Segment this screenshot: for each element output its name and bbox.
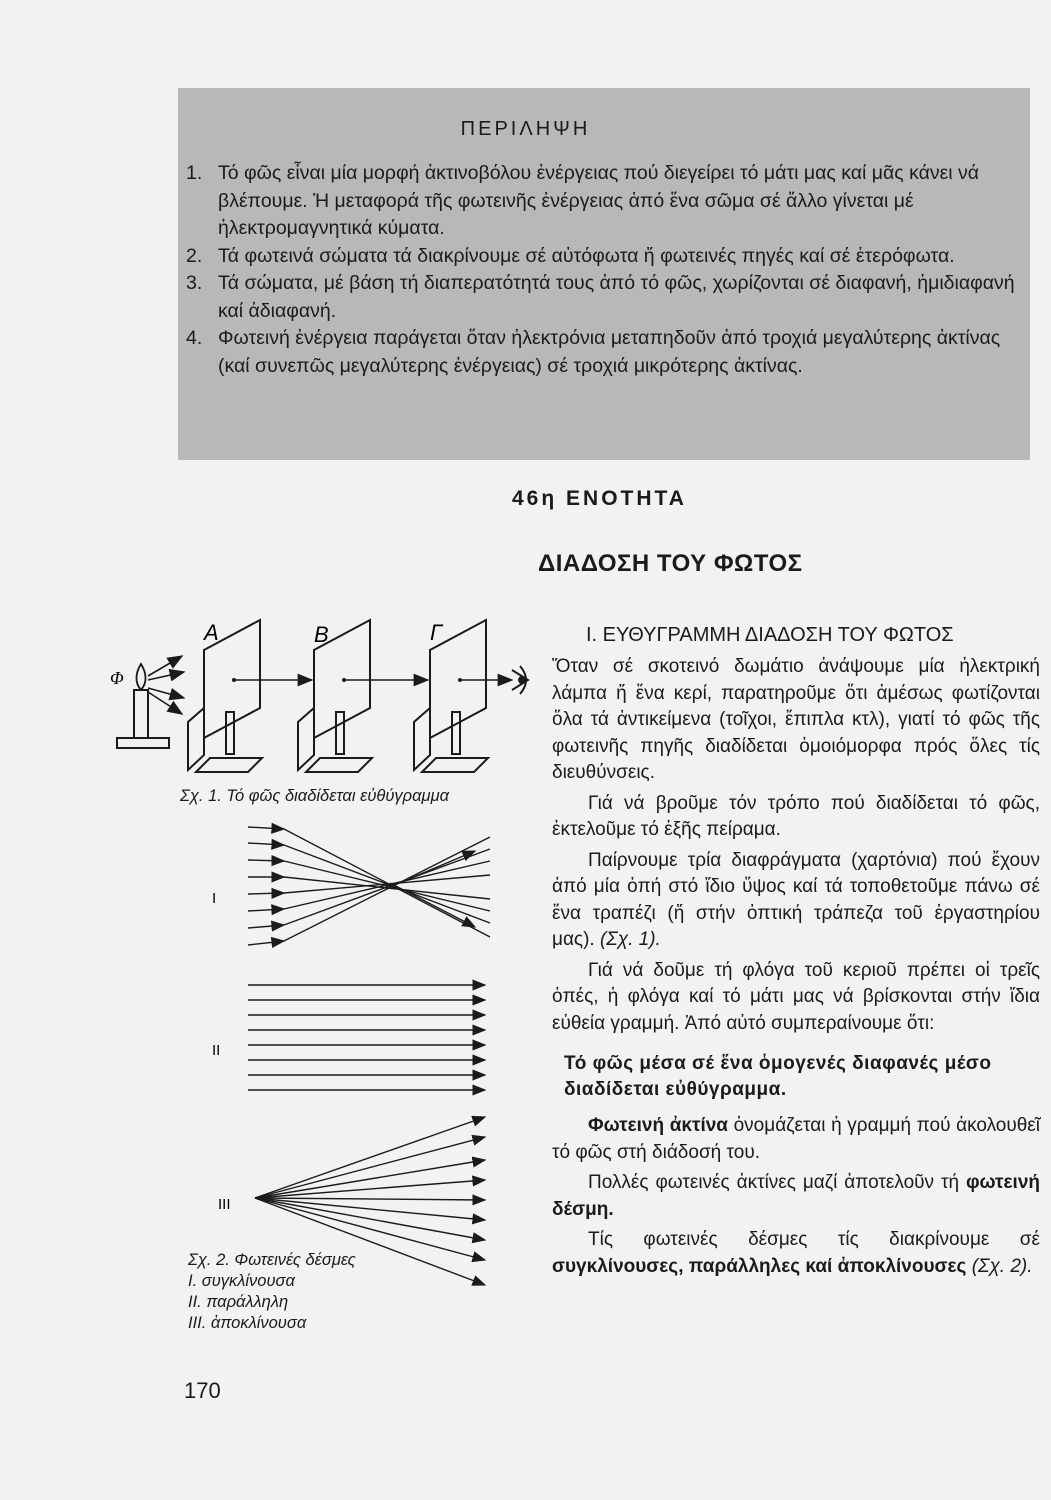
screen-a-label: Α <box>204 620 219 645</box>
summary-item-number: 4. <box>186 327 203 349</box>
summary-item <box>186 243 1022 271</box>
paragraph-text: Πολλές φωτεινές ἀκτίνες μαζί ἀποτελοῦν τή <box>588 1172 966 1193</box>
page-number: 170 <box>184 1378 221 1403</box>
eye-icon <box>512 666 528 694</box>
figure-2-caption-item: Ι. συγκλίνουσα <box>188 1272 295 1290</box>
summary-list <box>186 160 1022 380</box>
figure-reference: (Σχ. 1). <box>599 929 661 950</box>
screen-a <box>188 620 262 772</box>
summary-item-text: Τά φωτεινά σώματα τά διακρίνουμε σέ αὐτόφωτα ἤ φωτεινές πηγές καί σέ ἑτερόφωτα. <box>218 244 955 267</box>
screen-b-label: Β <box>314 622 329 647</box>
paragraph <box>552 1227 1040 1280</box>
summary-item <box>186 270 1022 325</box>
paragraph-text: Τίς φωτεινές δέσμες τίς διακρίνουμε σέ <box>588 1229 1040 1250</box>
beam-label-i: I <box>212 890 217 907</box>
figure-2-caption-item: ΙΙ. παράλληλη <box>188 1293 289 1311</box>
paragraph: Γιά νά βροῦμε τόν τρόπο πού διαδίδεται τό φῶς, ἐκτελοῦμε τό ἑξῆς πείραμα. <box>552 792 1040 840</box>
summary-item-text: Τό φῶς εἶναι μία μορφή ἀκτινοβόλου ἐνέργειας πού διεγείρει τό μάτι μας καί μᾶς κάνει νά βλέπουμε. Ἡ μεταφορά τῆς φωτεινῆς ἐνέργειας ἀπό ἕνα σῶμα σέ ἄλλο γίνεται μέ ἠλεκτρομαγνητικά κύματα. <box>218 162 980 239</box>
law-statement: Τό φῶς μέσα σέ ἕνα ὁμογενές διαφανές μέσο διαδίδεται εὐθύγραμμα. <box>564 1053 992 1100</box>
figure-reference: (Σχ. 2). <box>971 1255 1033 1277</box>
paragraph-text: ὀνομάζεται ἡ γραμμή πού ἀκολουθεῖ τό φῶς στή διάδοσή του. <box>552 1115 1040 1163</box>
section-title: ΔΙΑΔΟΣΗ ΤΟΥ ΦΩΤΟΣ <box>538 550 803 577</box>
paragraph: Ὅταν σέ σκοτεινό δωμάτιο ἀνάψουμε μία ἠλεκτρική λάμπα ἤ ἕνα κερί, παρατηροῦμε ὅτι ἀμέσως φωτίζονται ὅλα τά ἀντικείμενα (τοῖχοι, ἔπιπλα κτλ), γιατί τό φῶς τῆς φωτεινῆς πηγῆς διαδίδεται ὁμοιόμορφα πρός ὅλες τίς διευθύνσεις. <box>552 656 1040 783</box>
summary-item <box>186 160 1022 243</box>
paragraph <box>552 1113 1040 1166</box>
parallel-beam <box>248 985 485 1090</box>
figure-2-caption-title: Σχ. 2. Φωτεινές δέσμες <box>188 1251 356 1269</box>
summary-item <box>186 325 1022 380</box>
term-light-ray: Φωτεινή ἀκτίνα <box>588 1115 728 1136</box>
beam-label-ii: II <box>212 1042 221 1059</box>
beam-label-iii: III <box>218 1196 231 1213</box>
paragraph <box>552 1170 1040 1223</box>
summary-item-number: 3. <box>186 272 203 294</box>
body-text <box>552 654 1040 1284</box>
screen-c-label: Γ <box>430 620 443 645</box>
figure-2-caption-item: ΙΙΙ. ἀποκλίνουσα <box>188 1314 307 1332</box>
paragraph-text: Παίρνουμε τρία διαφράγματα (χαρτόνια) πού ἔχουν ἀπό μία ὀπή στό ἴδιο ὕψος καί τά τοποθετοῦμε πάνω σέ ἕνα τραπέζι (ἤ στήν ὀπτική τράπεζα τοῦ ἐργαστηρίου μας). <box>552 849 1040 950</box>
unit-title: 46η ΕΝΟΤΗΤΑ <box>512 487 687 510</box>
summary-item-number: 1. <box>186 162 203 184</box>
term-light-beam: φωτεινή δέσμη. <box>552 1172 1040 1220</box>
summary-title: ΠΕΡΙΛΗΨΗ <box>460 118 591 140</box>
figure-1-caption: Σχ. 1. Τό φῶς διαδίδεται εὐθύγραμμα <box>180 787 450 805</box>
converging-beam <box>248 827 490 945</box>
summary-item-number: 2. <box>186 244 203 267</box>
screen-c <box>414 620 488 772</box>
figure-2-caption <box>188 1250 356 1334</box>
sub-heading: Ι. ΕΥΘΥΓΡΑΜΜΗ ΔΙΑΔΟΣΗ ΤΟΥ ΦΩΤΟΣ <box>586 624 954 646</box>
summary-item-text: Τά σώματα, μέ βάση τή διαπερατότητά τους ἀπό τό φῶς, χωρίζονται σέ διαφανή, ἡμιδιαφανή καί ἀδιαφανή. <box>218 272 1015 322</box>
figure-1-diagram <box>112 610 552 785</box>
source-label: Φ <box>110 668 124 688</box>
paragraph: Γιά νά δοῦμε τή φλόγα τοῦ κεριοῦ πρέπει οἱ τρεῖς ὀπές, ἡ φλόγα καί τό μάτι μας νά βρίσκονται στήν ἴδια εὐθεία γραμμή. Ἀπό αὐτό συμπεραίνουμε ὅτι: <box>552 959 1040 1034</box>
paragraph <box>552 848 1040 954</box>
summary-item-text: Φωτεινή ἐνέργεια παράγεται ὅταν ἠλεκτρόνια μεταπηδοῦν ἀπό τροχιά μεγαλύτερης ἀκτίνας (καί συνεπῶς μεγαλύτερης ἐνέργειας) σέ τροχιά μικρότερης ἀκτίνας. <box>218 327 1001 377</box>
term-beam-types: συγκλίνουσες, παράλληλες καί ἀποκλίνουσες <box>552 1255 967 1277</box>
screen-b <box>298 620 372 772</box>
light-rays <box>148 656 184 714</box>
